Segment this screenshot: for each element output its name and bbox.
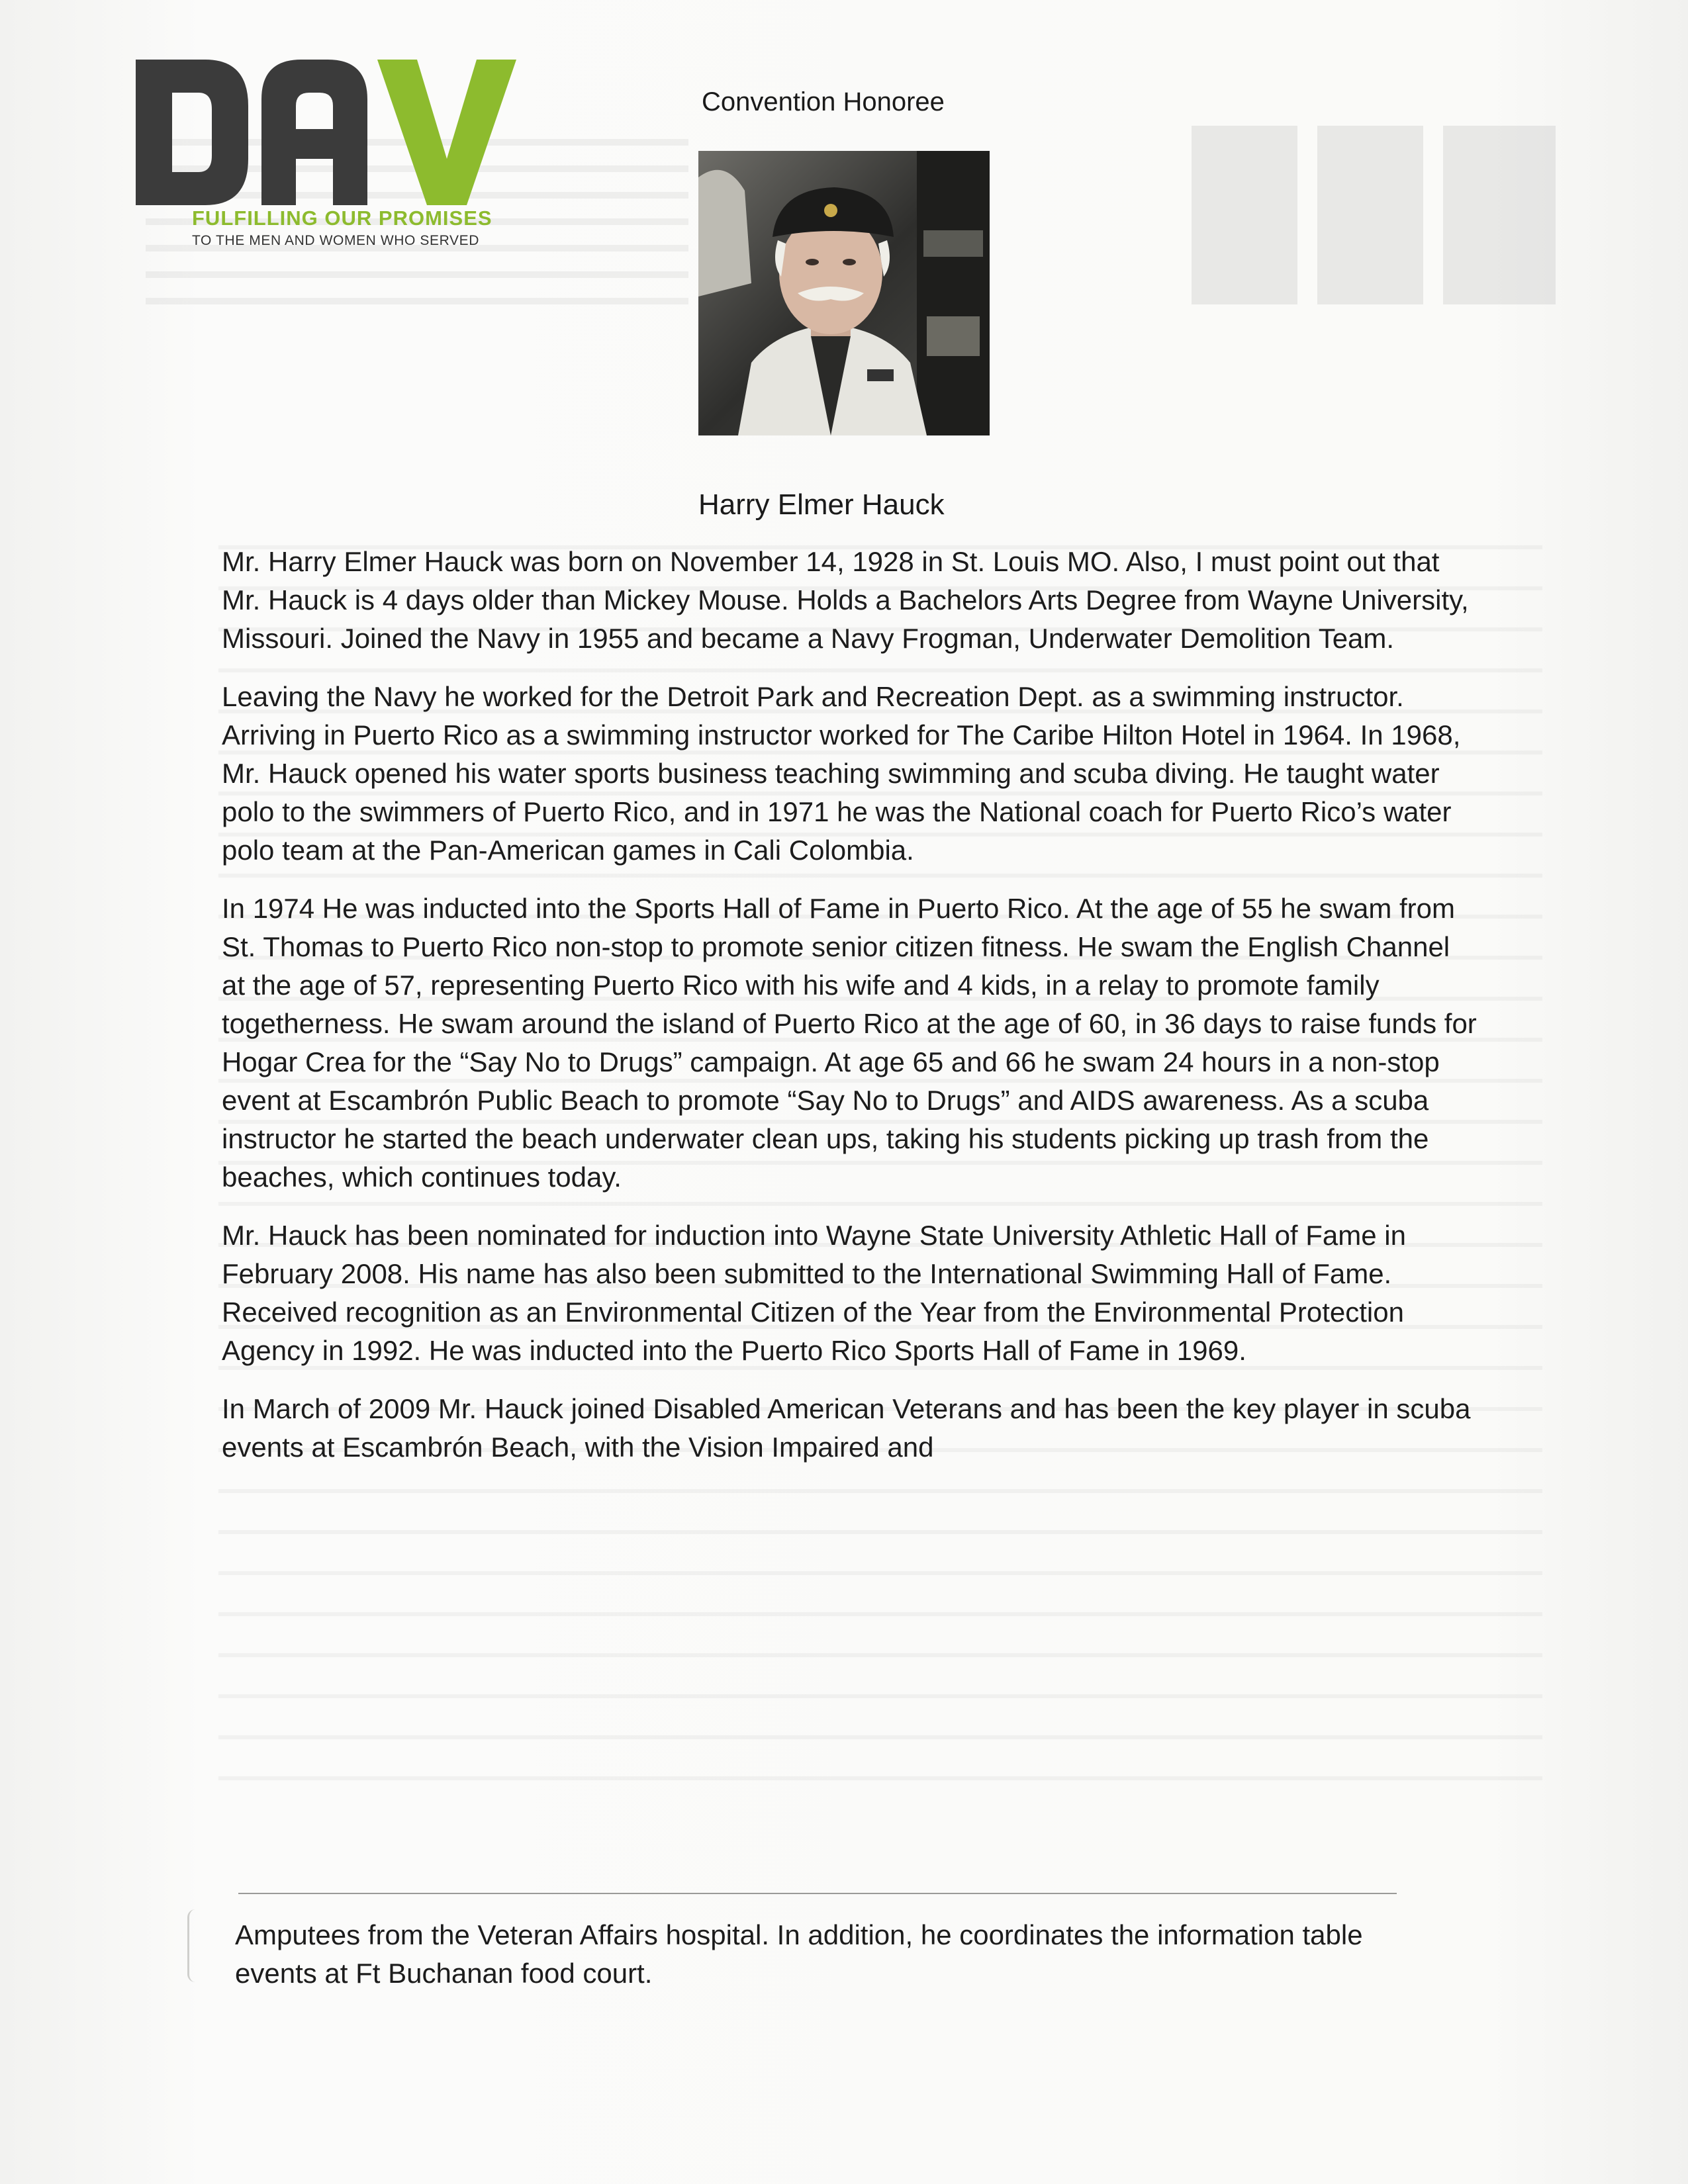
biography-paragraph: In 1974 He was inducted into the Sports Hall of Fame in Puerto Rico. At the age of 55 he swam from St. Thomas to Puerto Rico non-stop to promote senior citizen fitness. He swam the English Channel at the age of 57, representing Puerto Rico with his wife and 4 kids, in a relay to promote family togetherness. He swam around the island of Puerto Rico at the age of 60, in 36 days to raise funds for Hogar Crea for the “Say No to Drugs” campaign. At age 65 and 66 he swam 24 hours in a non-stop event at Escambrón Public Beach to promote “Say No to Drugs” and AIDS awareness. As a scuba instructor he started the beach underwater clean ups, taking his students picking up trash from the beaches, which continues today. xyxy=(222,893,1477,1193)
biography-paragraph: Mr. Harry Elmer Hauck was born on November 14, 1928 in St. Louis MO. Also, I must point out that Mr. Hauck is 4 days older than Mickey Mouse. Holds a Bachelors Arts Degree from Wayne University, Missouri. Joined the Navy in 1955 and became a Navy Frogman, Underwater Demolition Team. xyxy=(222,546,1469,654)
bleed-through-logo xyxy=(1192,126,1562,311)
biography-body xyxy=(222,543,1479,1486)
dav-logo-mark-icon xyxy=(136,60,520,212)
honoree-name: Harry Elmer Hauck xyxy=(698,488,945,521)
logo-tagline-primary: FULFILLING OUR PROMISES xyxy=(192,206,492,230)
biography-continuation: Amputees from the Veteran Affairs hospital. In addition, he coordinates the information table events at Ft Buchanan food court. xyxy=(235,1919,1363,1989)
honoree-photo xyxy=(698,151,990,435)
margin-bracket xyxy=(187,1909,199,1982)
biography-paragraph: Mr. Hauck has been nominated for induction into Wayne State University Athletic Hall of Fame in February 2008. His name has also been submitted to the International Swimming Hall of Fame. Received recognition as an Environmental Citizen of the Year from the Environmental Protection Agency in 1992. He was inducted into the Puerto Rico Sports Hall of Fame in 1969. xyxy=(222,1220,1406,1366)
honoree-portrait-icon xyxy=(698,151,990,435)
biography-paragraph: In March of 2009 Mr. Hauck joined Disabled American Veterans and has been the key player in scuba events at Escambrón Beach, with the Vision Impaired and xyxy=(222,1393,1471,1463)
biography-paragraph: Leaving the Navy he worked for the Detroit Park and Recreation Dept. as a swimming instructor. Arriving in Puerto Rico as a swimming instructor worked for The Caribe Hilton Hotel in 1964. In 1968, Mr. Hauck opened his water sports business teaching swimming and scuba diving. He taught water polo to the swimmers of Puerto Rico, and in 1971 he was the National coach for Puerto Rico’s water polo team at the Pan-American games in Cali Colombia. xyxy=(222,681,1461,866)
logo-tagline-secondary: TO THE MEN AND WOMEN WHO SERVED xyxy=(192,233,479,248)
document-heading: Convention Honoree xyxy=(702,87,945,116)
section-divider xyxy=(238,1893,1397,1894)
